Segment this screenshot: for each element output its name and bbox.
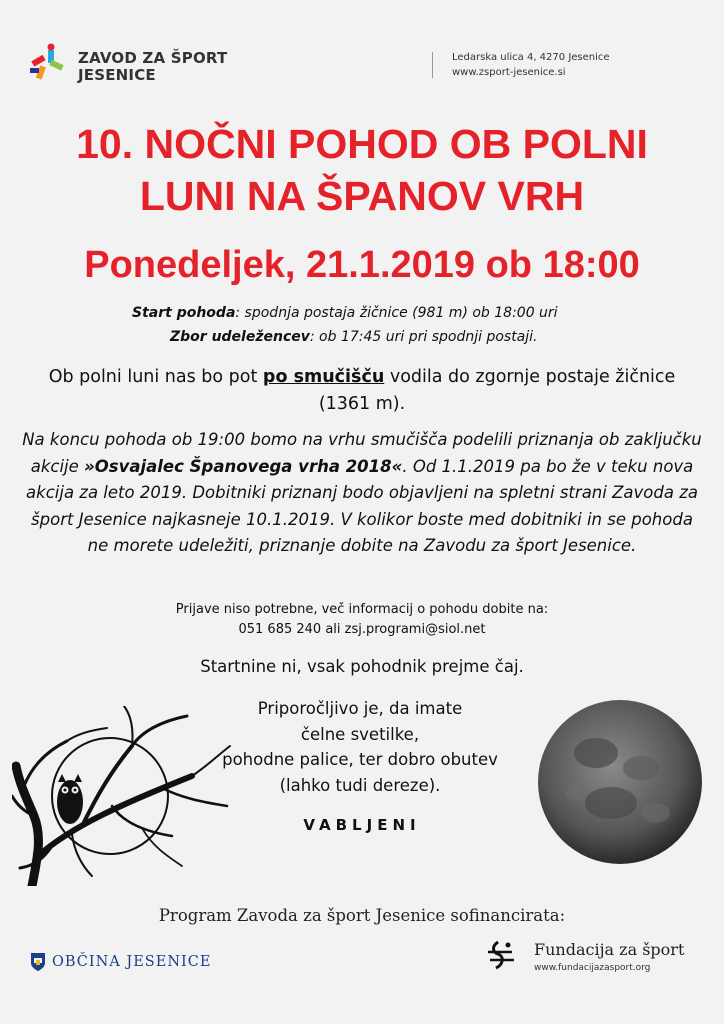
contact-line2: 051 685 240 ali zsj.programi@siol.net — [238, 622, 486, 637]
start-info — [132, 301, 558, 325]
route-emphasis: po smučišču — [262, 367, 385, 387]
header-divider — [432, 52, 433, 78]
awards-paragraph — [20, 427, 704, 560]
gathering-label: Zbor udeležencev — [170, 329, 310, 345]
org-name-line1: ZAVOD ZA ŠPORT — [78, 49, 228, 67]
route-after: vodila do zgornje postaje žičnice (1361 m). — [318, 367, 676, 414]
gear-recommendation — [190, 696, 530, 798]
gear-line1: Priporočljivo je, da imate — [257, 699, 463, 718]
cofinance-note: Program Zavoda za šport Jesenice sofinancirata: — [158, 906, 566, 925]
route-paragraph — [40, 364, 684, 418]
event-title-line2: LUNI NA ŠPANOV VRH — [139, 173, 585, 219]
zsj-logo-icon — [28, 42, 68, 82]
fundacija-logo — [484, 938, 684, 974]
start-text: : spodnja postaja žičnice (981 m) ob 18:00 uri — [235, 305, 558, 321]
start-label: Start pohoda — [132, 305, 236, 321]
invitation: VABLJENI — [303, 816, 421, 834]
contact-info — [0, 600, 724, 640]
gear-line2: čelne svetilke, — [300, 724, 420, 744]
obcina-logo — [30, 952, 211, 972]
fee-info: Startnine ni, vsak pohodnik prejme čaj. — [200, 657, 524, 676]
org-address: Ledarska ulica 4, 4270 Jesenice — [452, 52, 610, 63]
fundacija-text — [534, 938, 684, 973]
fundacija-name: Fundacija za šport — [534, 940, 685, 959]
gear-line4: (lahko tudi dereze). — [279, 775, 441, 795]
route-before: Ob polni luni nas bo pot — [48, 367, 263, 387]
org-website-link[interactable]: www.zsport-jesenice.si — [452, 67, 566, 78]
event-date: Ponedeljek, 21.1.2019 ob 18:00 — [84, 244, 640, 286]
org-name-line2: JESENICE — [78, 66, 156, 84]
org-contact — [452, 50, 610, 80]
gear-line3: pohodne palice, ter dobro obutev — [222, 750, 498, 769]
obcina-name: OBČINA JESENICE — [52, 954, 212, 970]
awards-after: . Od 1.1.2019 pa bo že v teku nova akcija za leto 2019. Dobitniki priznanj bodo objavljeni na spletni strani Zavoda za šport Jesenice najkasneje 10.1.2019. V kolikor boste med dobitniki in se pohoda ne morete udeležiti, priznanje dobite na Zavodu za šport Jesenice. — [26, 456, 698, 555]
gathering-text: : ob 17:45 uri pri spodnji postaji. — [309, 329, 538, 345]
obcina-crest-icon — [30, 952, 46, 972]
event-title — [0, 118, 724, 222]
awards-before: Na koncu pohoda ob 19:00 bomo na vrhu smučišča podelili priznanja ob zaključku akcije — [22, 430, 702, 476]
full-moon-icon — [536, 698, 704, 866]
fundacija-website-link[interactable]: www.fundacijazasport.org — [534, 963, 651, 973]
contact-line1: Prijave niso potrebne, več informacij o pohodu dobite na: — [175, 602, 549, 617]
fs-logo-icon — [484, 938, 520, 974]
org-name — [78, 50, 227, 84]
event-title-line1: 10. NOČNI POHOD OB POLNI — [76, 121, 648, 167]
awards-action-name: »Osvajalec Španovega vrha 2018« — [84, 456, 403, 476]
gathering-info — [170, 325, 538, 349]
